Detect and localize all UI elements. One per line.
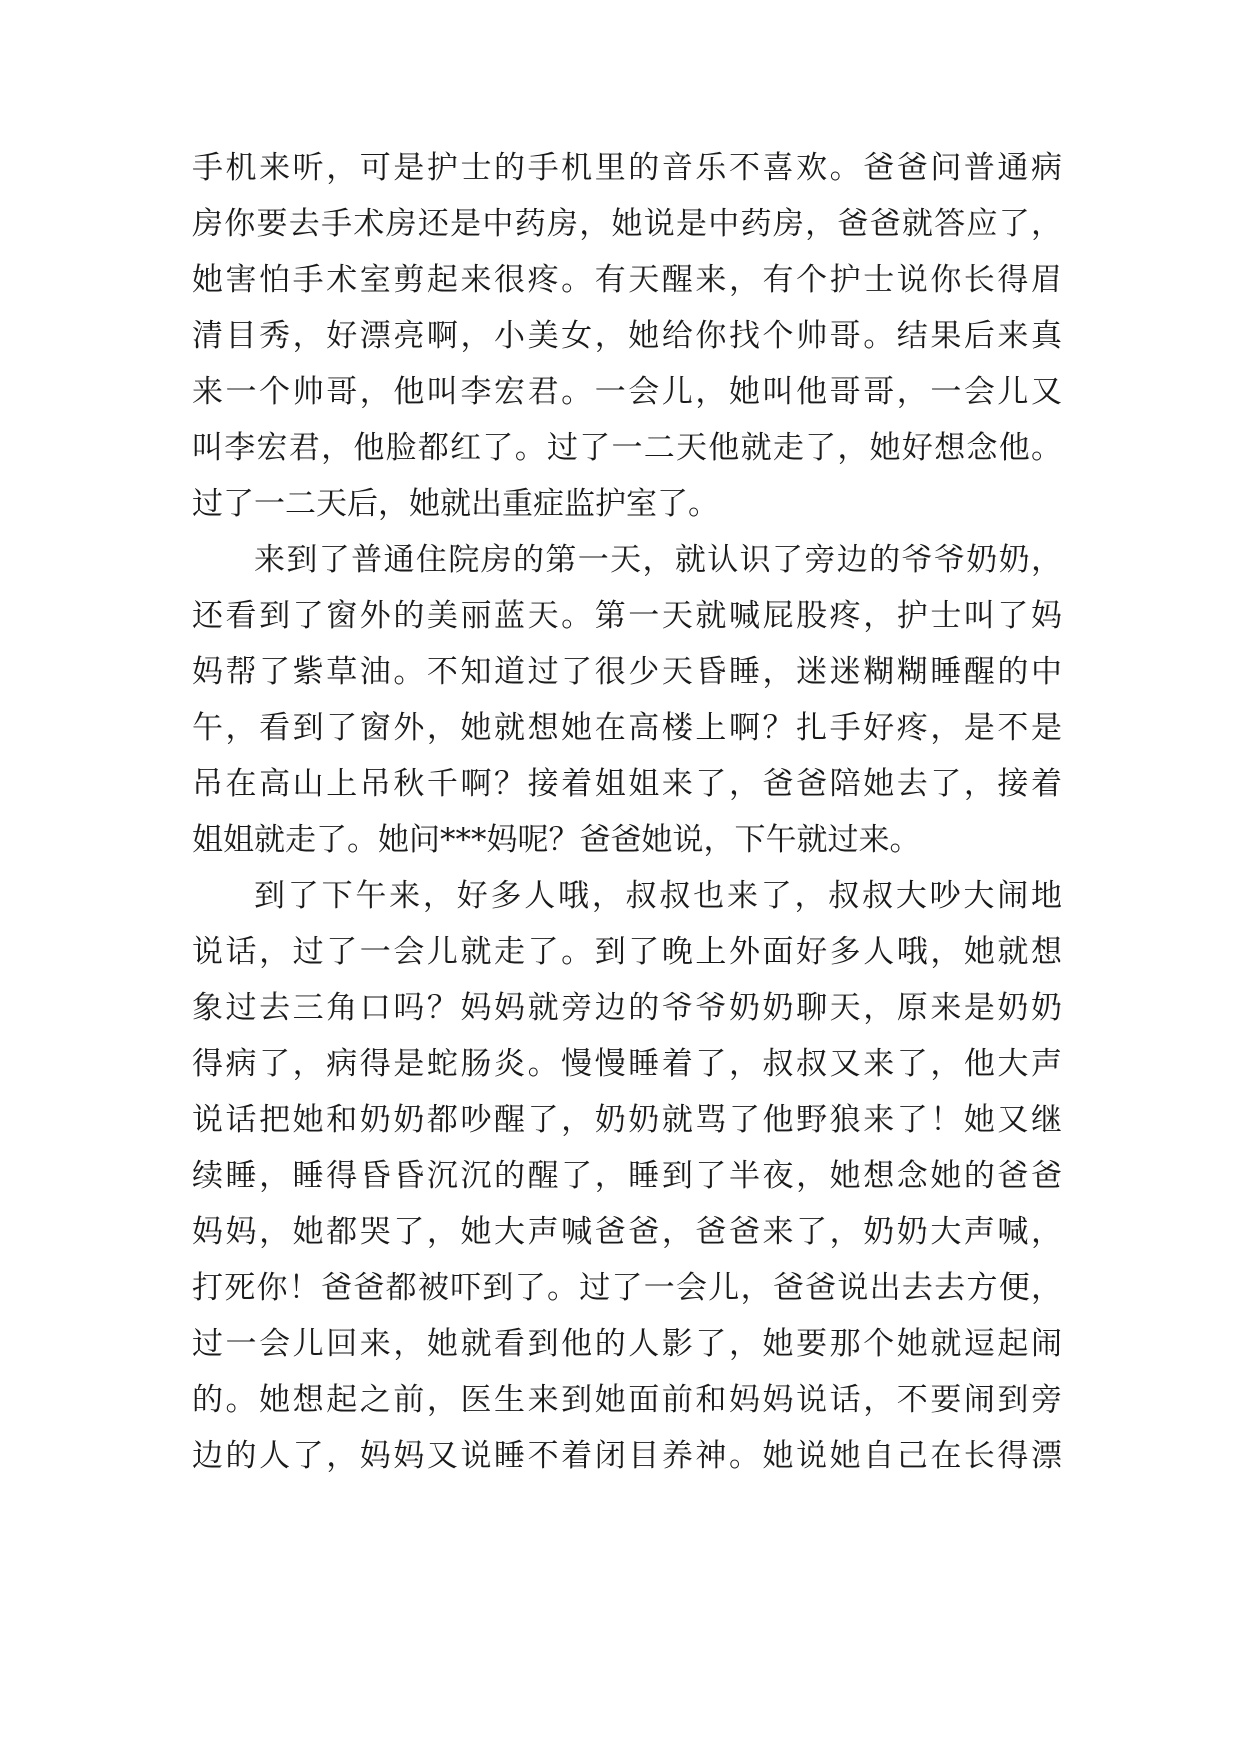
text-line: 过了一二天后，她就出重症监护室了。 [192,486,719,522]
text-line: 打死你！爸爸都被吓到了。过了一会儿，爸爸说出去去方便， [192,1270,1062,1306]
text-line: 房你要去手术房还是中药房，她说是中药房，爸爸就答应了， [192,206,1062,242]
text-line: 妈妈，她都哭了，她大声喊爸爸，爸爸来了，奶奶大声喊， [192,1214,1062,1250]
text-line: 说话把她和奶奶都吵醒了，奶奶就骂了他野狼来了！她又继 [192,1102,1062,1138]
text-line: 过一会儿回来，她就看到他的人影了，她要那个她就逗起闹 [192,1326,1062,1362]
text-line: 午，看到了窗外，她就想她在高楼上啊？扎手好疼，是不是 [192,710,1062,746]
text-line: 她害怕手术室剪起来很疼。有天醒来，有个护士说你长得眉 [192,262,1062,298]
text-line: 吊在高山上吊秋千啊？接着姐姐来了，爸爸陪她去了，接着 [192,766,1062,802]
text-line: 来一个帅哥，他叫李宏君。一会儿，她叫他哥哥，一会儿又 [192,374,1062,410]
text-line: 得病了，病得是蛇肠炎。慢慢睡着了，叔叔又来了，他大声 [192,1046,1062,1082]
paragraph-first-line: 到了下午来，好多人哦，叔叔也来了，叔叔大吵大闹地 [254,878,1062,914]
paragraph-first-line: 来到了普通住院房的第一天，就认识了旁边的爷爷奶奶， [254,542,1062,578]
text-line: 续睡，睡得昏昏沉沉的醒了，睡到了半夜，她想念她的爸爸 [192,1158,1062,1194]
text-line: 清目秀，好漂亮啊，小美女，她给你找个帅哥。结果后来真 [192,318,1062,354]
text-line: 说话，过了一会儿就走了。到了晚上外面好多人哦，她就想 [192,934,1062,970]
text-line: 还看到了窗外的美丽蓝天。第一天就喊屁股疼，护士叫了妈 [192,598,1062,634]
text-line: 的。她想起之前，医生来到她面前和妈妈说话，不要闹到旁 [192,1382,1062,1418]
text-line: 边的人了，妈妈又说睡不着闭目养神。她说她自己在长得漂 [192,1438,1062,1474]
text-line: 叫李宏君，他脸都红了。过了一二天他就走了，她好想念他。 [192,430,1062,466]
text-line: 姐姐就走了。她问***妈呢？爸爸她说，下午就过来。 [192,822,921,858]
text-line: 妈帮了紫草油。不知道过了很少天昏睡，迷迷糊糊睡醒的中 [192,654,1062,690]
text-line: 象过去三角口吗？妈妈就旁边的爷爷奶奶聊天，原来是奶奶 [192,990,1062,1026]
text-line: 手机来听，可是护士的手机里的音乐不喜欢。爸爸问普通病 [192,150,1062,186]
